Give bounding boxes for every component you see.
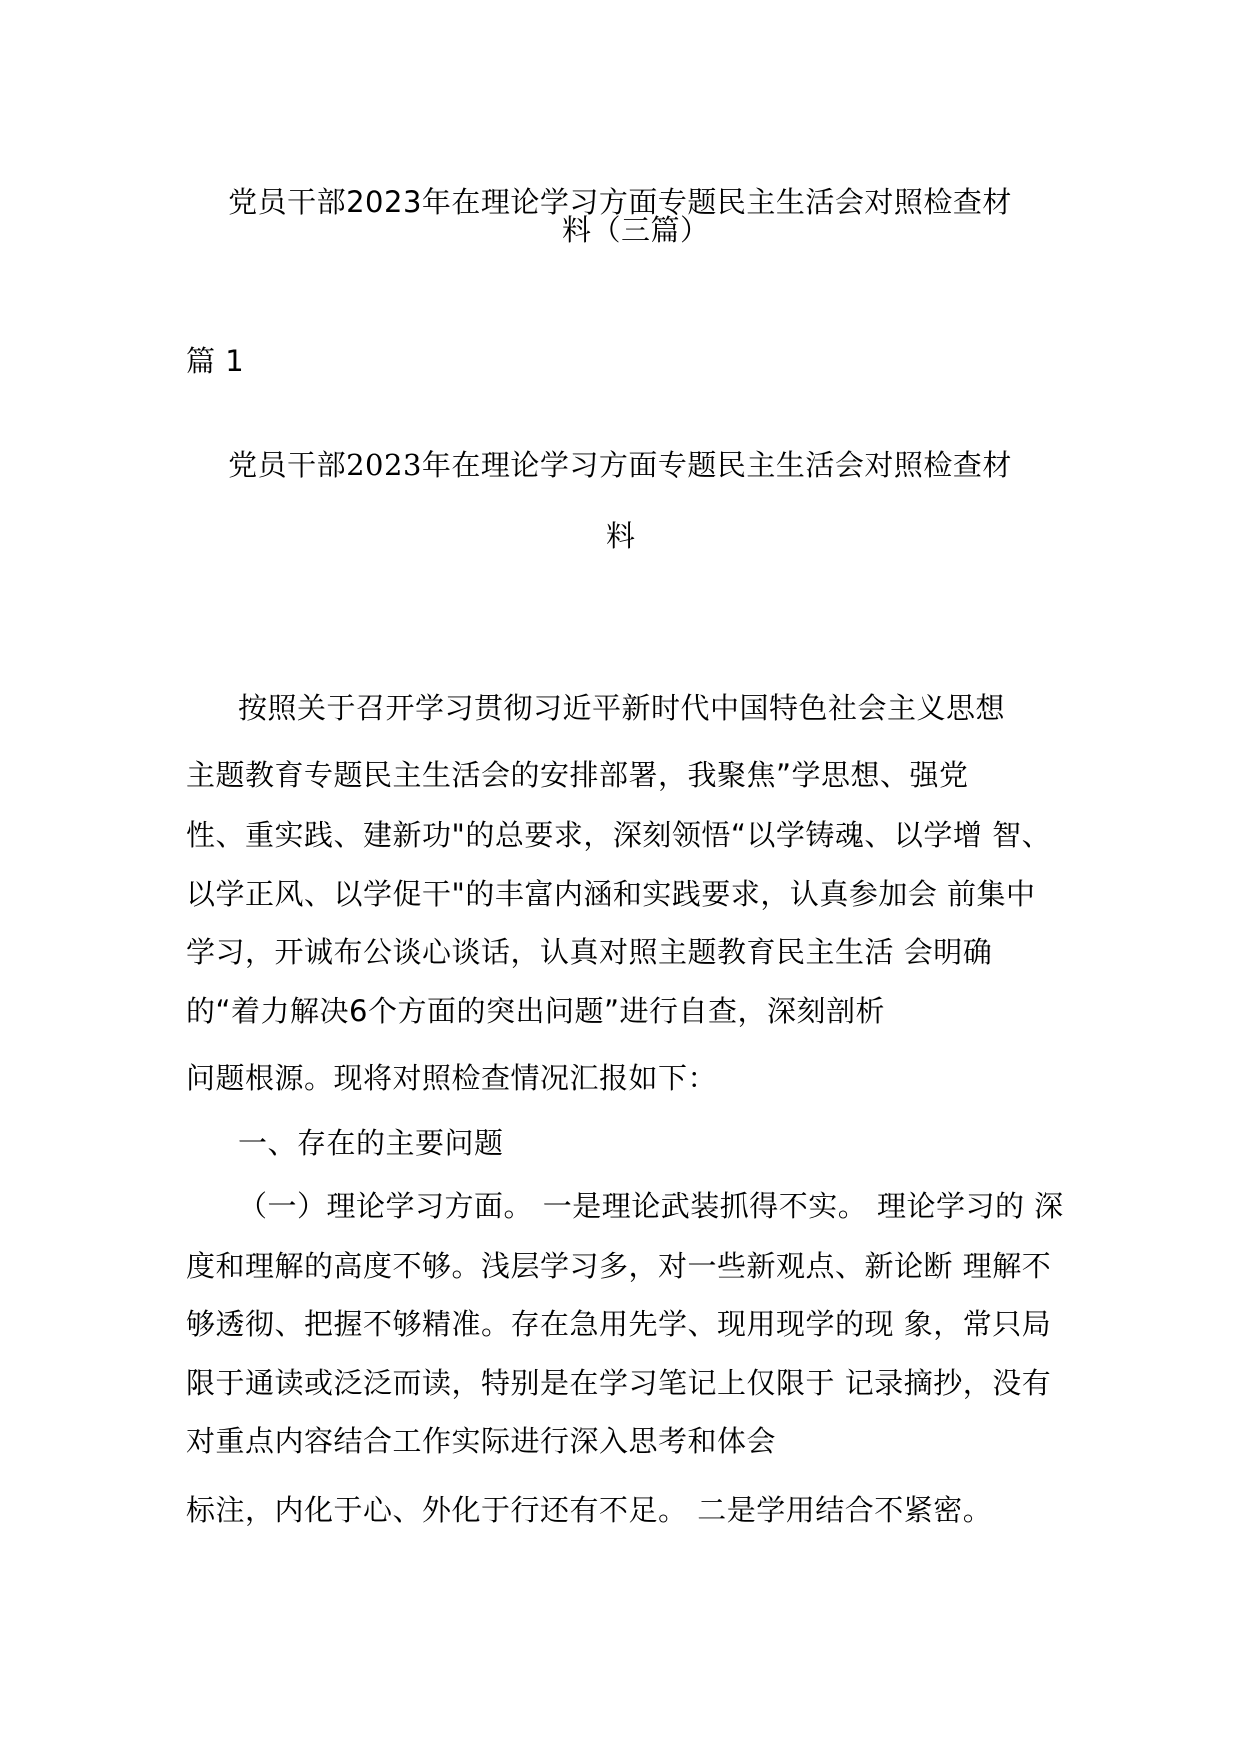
body-line-1: 按照关于召开学习贯彻习近平新时代中国特色社会主义思想 bbox=[238, 691, 1006, 725]
body-line-9: （一）理论学习方面。 一是理论武装抓得不实。 理论学习的 深 bbox=[238, 1189, 1064, 1223]
cover-title-line-1: 党员干部2023年在理论学习方面专题民主生活会对照检查材 bbox=[228, 185, 1012, 219]
article-title-line-1: 党员干部2023年在理论学习方面专题民主生活会对照检查材 bbox=[228, 448, 1012, 482]
body-line-2: 主题教育专题民主生活会的安排部署，我聚焦”学思想、强党 bbox=[186, 758, 969, 792]
body-line-12: 限于通读或泛泛而读，特别是在学习笔记上仅限于 记录摘抄，没有 bbox=[186, 1366, 1052, 1400]
body-line-10: 度和理解的高度不够。浅层学习多，对一些新观点、新论断 理解不 bbox=[186, 1249, 1052, 1283]
body-line-3: 性、重实践、建新功"的总要求，深刻领悟“以学铸魂、以学增 智、 bbox=[186, 818, 1052, 852]
body-line-13: 对重点内容结合工作实际进行深入思考和体会 bbox=[186, 1424, 777, 1458]
section-label: 篇 1 bbox=[186, 344, 245, 378]
body-line-4: 以学正风、以学促干"的丰富内涵和实践要求，认真参加会 前集中 bbox=[186, 877, 1036, 911]
body-line-11: 够透彻、把握不够精准。存在急用先学、现用现学的现 象，常只局 bbox=[186, 1307, 1052, 1341]
body-line-14: 标注，内化于心、外化于行还有不足。 二是学用结合不紧密。 bbox=[186, 1493, 993, 1527]
body-line-5: 学习，开诚布公谈心谈话，认真对照主题教育民主生活 会明确 bbox=[186, 935, 993, 969]
cover-title-line-2-text: 料（三篇） bbox=[562, 213, 710, 247]
article-title-line-2: 料 bbox=[606, 519, 636, 553]
body-line-6: 的“着力解决6个方面的突出问题”进行自查，深刻剖析 bbox=[186, 994, 885, 1028]
body-line-7: 问题根源。现将对照检查情况汇报如下： bbox=[186, 1061, 718, 1095]
body-heading-1: 一、存在的主要问题 bbox=[238, 1126, 504, 1160]
